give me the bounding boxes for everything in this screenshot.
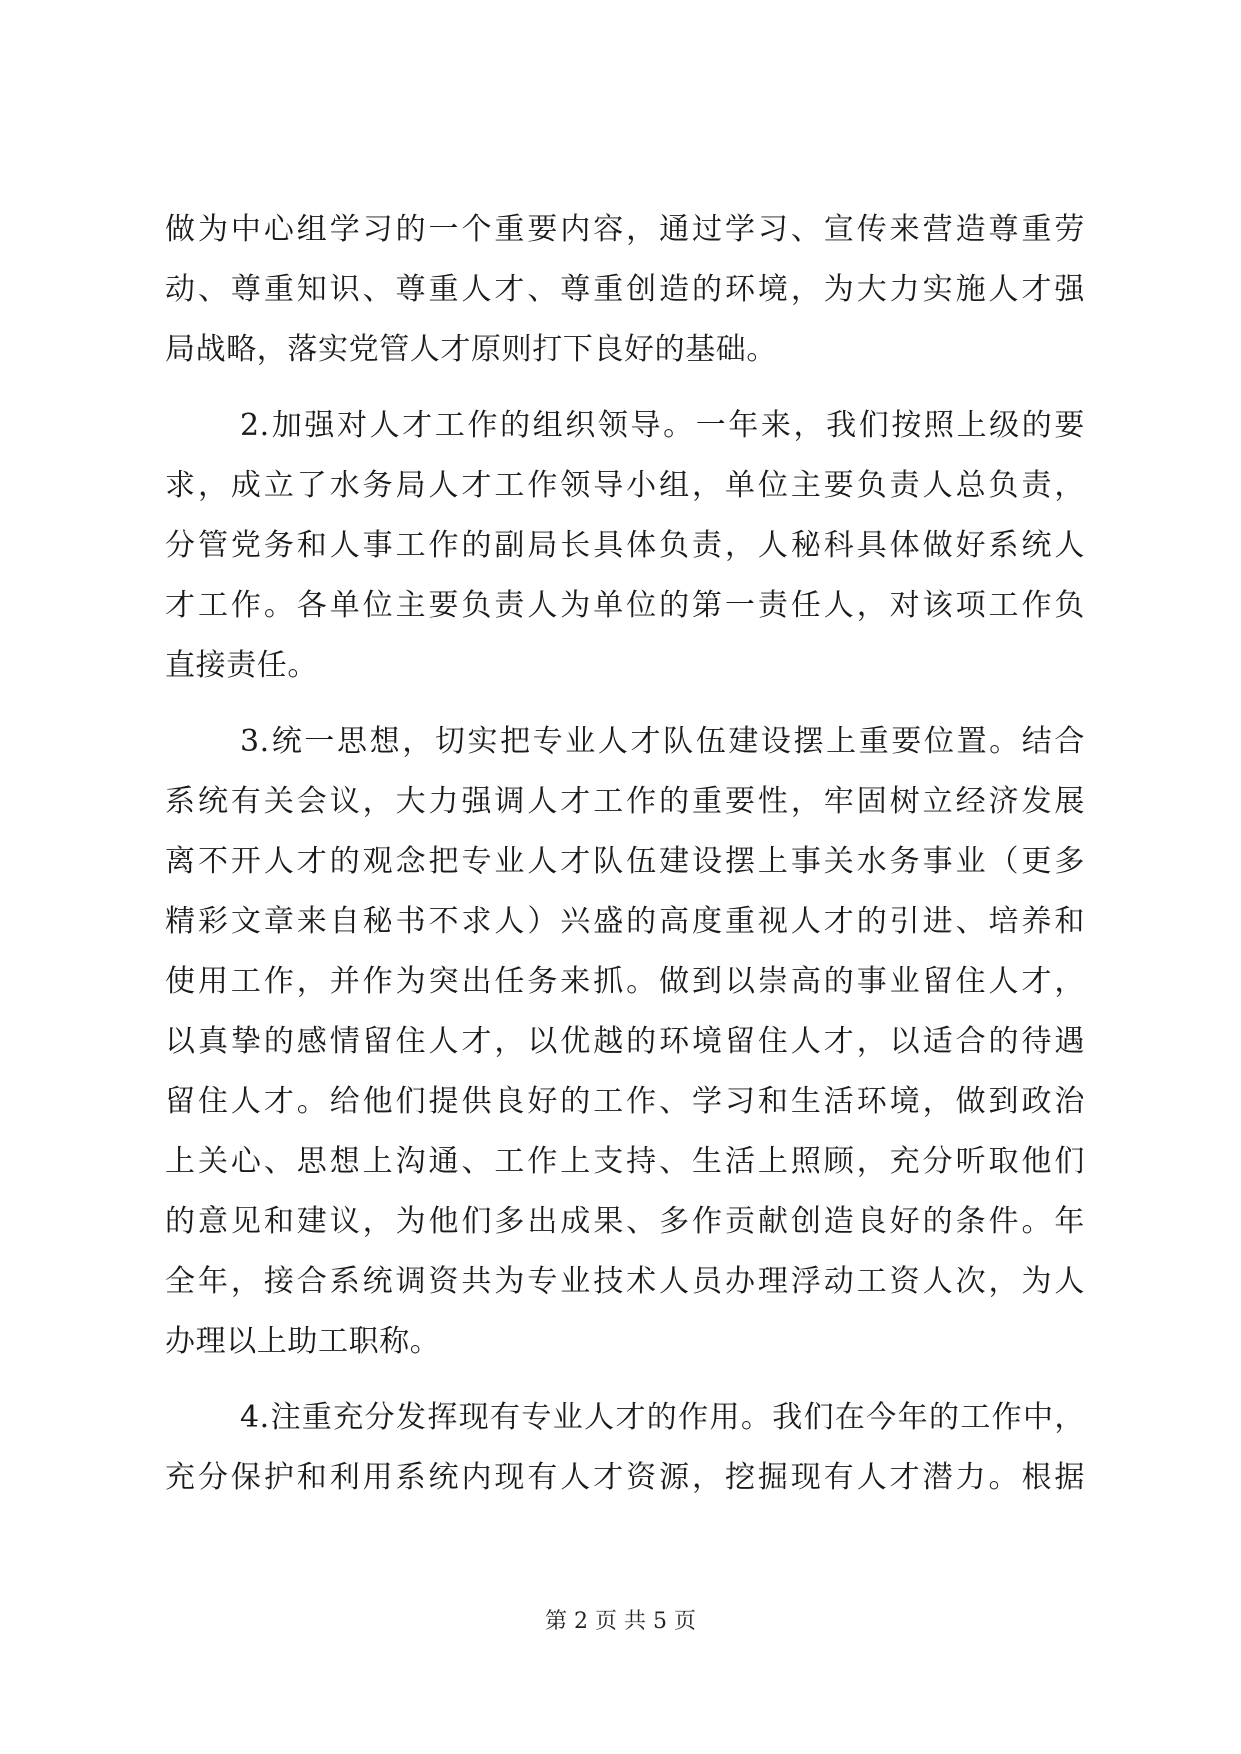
- paragraph-4-first-line: 4.注重充分发挥现有专业人才的作用。我们在今年的工作中，: [240, 1400, 1085, 1435]
- body-line: 做为中心组学习的一个重要内容，通过学习、宣传来营造尊重劳: [165, 212, 1085, 247]
- paragraph-2-first-line: 2.加强对人才工作的组织领导。一年来，我们按照上级的要: [240, 408, 1085, 443]
- body-line: 系统有关会议，大力强调人才工作的重要性，牢固树立经济发展: [165, 784, 1085, 819]
- body-line: 离不开人才的观念把专业人才队伍建设摆上事关水务事业（更多: [165, 844, 1085, 879]
- body-line: 局战略，落实党管人才原则打下良好的基础。: [165, 332, 777, 367]
- page-number-footer: 第 2 页 共 5 页: [545, 1609, 696, 1634]
- body-line: 求，成立了水务局人才工作领导小组，单位主要负责人总负责，: [165, 468, 1085, 503]
- body-line: 精彩文章来自秘书不求人）兴盛的高度重视人才的引进、培养和: [165, 904, 1085, 939]
- body-line: 直接责任。: [165, 648, 318, 683]
- paragraph-3-first-line: 3.统一思想，切实把专业人才队伍建设摆上重要位置。结合: [240, 724, 1085, 759]
- body-line: 上关心、思想上沟通、工作上支持、生活上照顾，充分听取他们: [165, 1144, 1085, 1179]
- body-line: 留住人才。给他们提供良好的工作、学习和生活环境，做到政治: [165, 1084, 1085, 1119]
- body-line: 全年，接合系统调资共为专业技术人员办理浮动工资人次，为人: [165, 1264, 1085, 1299]
- body-line: 以真挚的感情留住人才，以优越的环境留住人才，以适合的待遇: [165, 1024, 1085, 1059]
- body-line: 充分保护和利用系统内现有人才资源，挖掘现有人才潜力。根据: [165, 1460, 1085, 1495]
- body-line: 使用工作，并作为突出任务来抓。做到以崇高的事业留住人才，: [165, 964, 1085, 999]
- body-line: 的意见和建议，为他们多出成果、多作贡献创造良好的条件。年: [165, 1204, 1085, 1239]
- body-line: 才工作。各单位主要负责人为单位的第一责任人，对该项工作负: [165, 588, 1085, 623]
- body-line: 分管党务和人事工作的副局长具体负责，人秘科具体做好系统人: [165, 528, 1085, 563]
- body-line: 办理以上助工职称。: [165, 1324, 441, 1359]
- body-line: 动、尊重知识、尊重人才、尊重创造的环境，为大力实施人才强: [165, 272, 1085, 307]
